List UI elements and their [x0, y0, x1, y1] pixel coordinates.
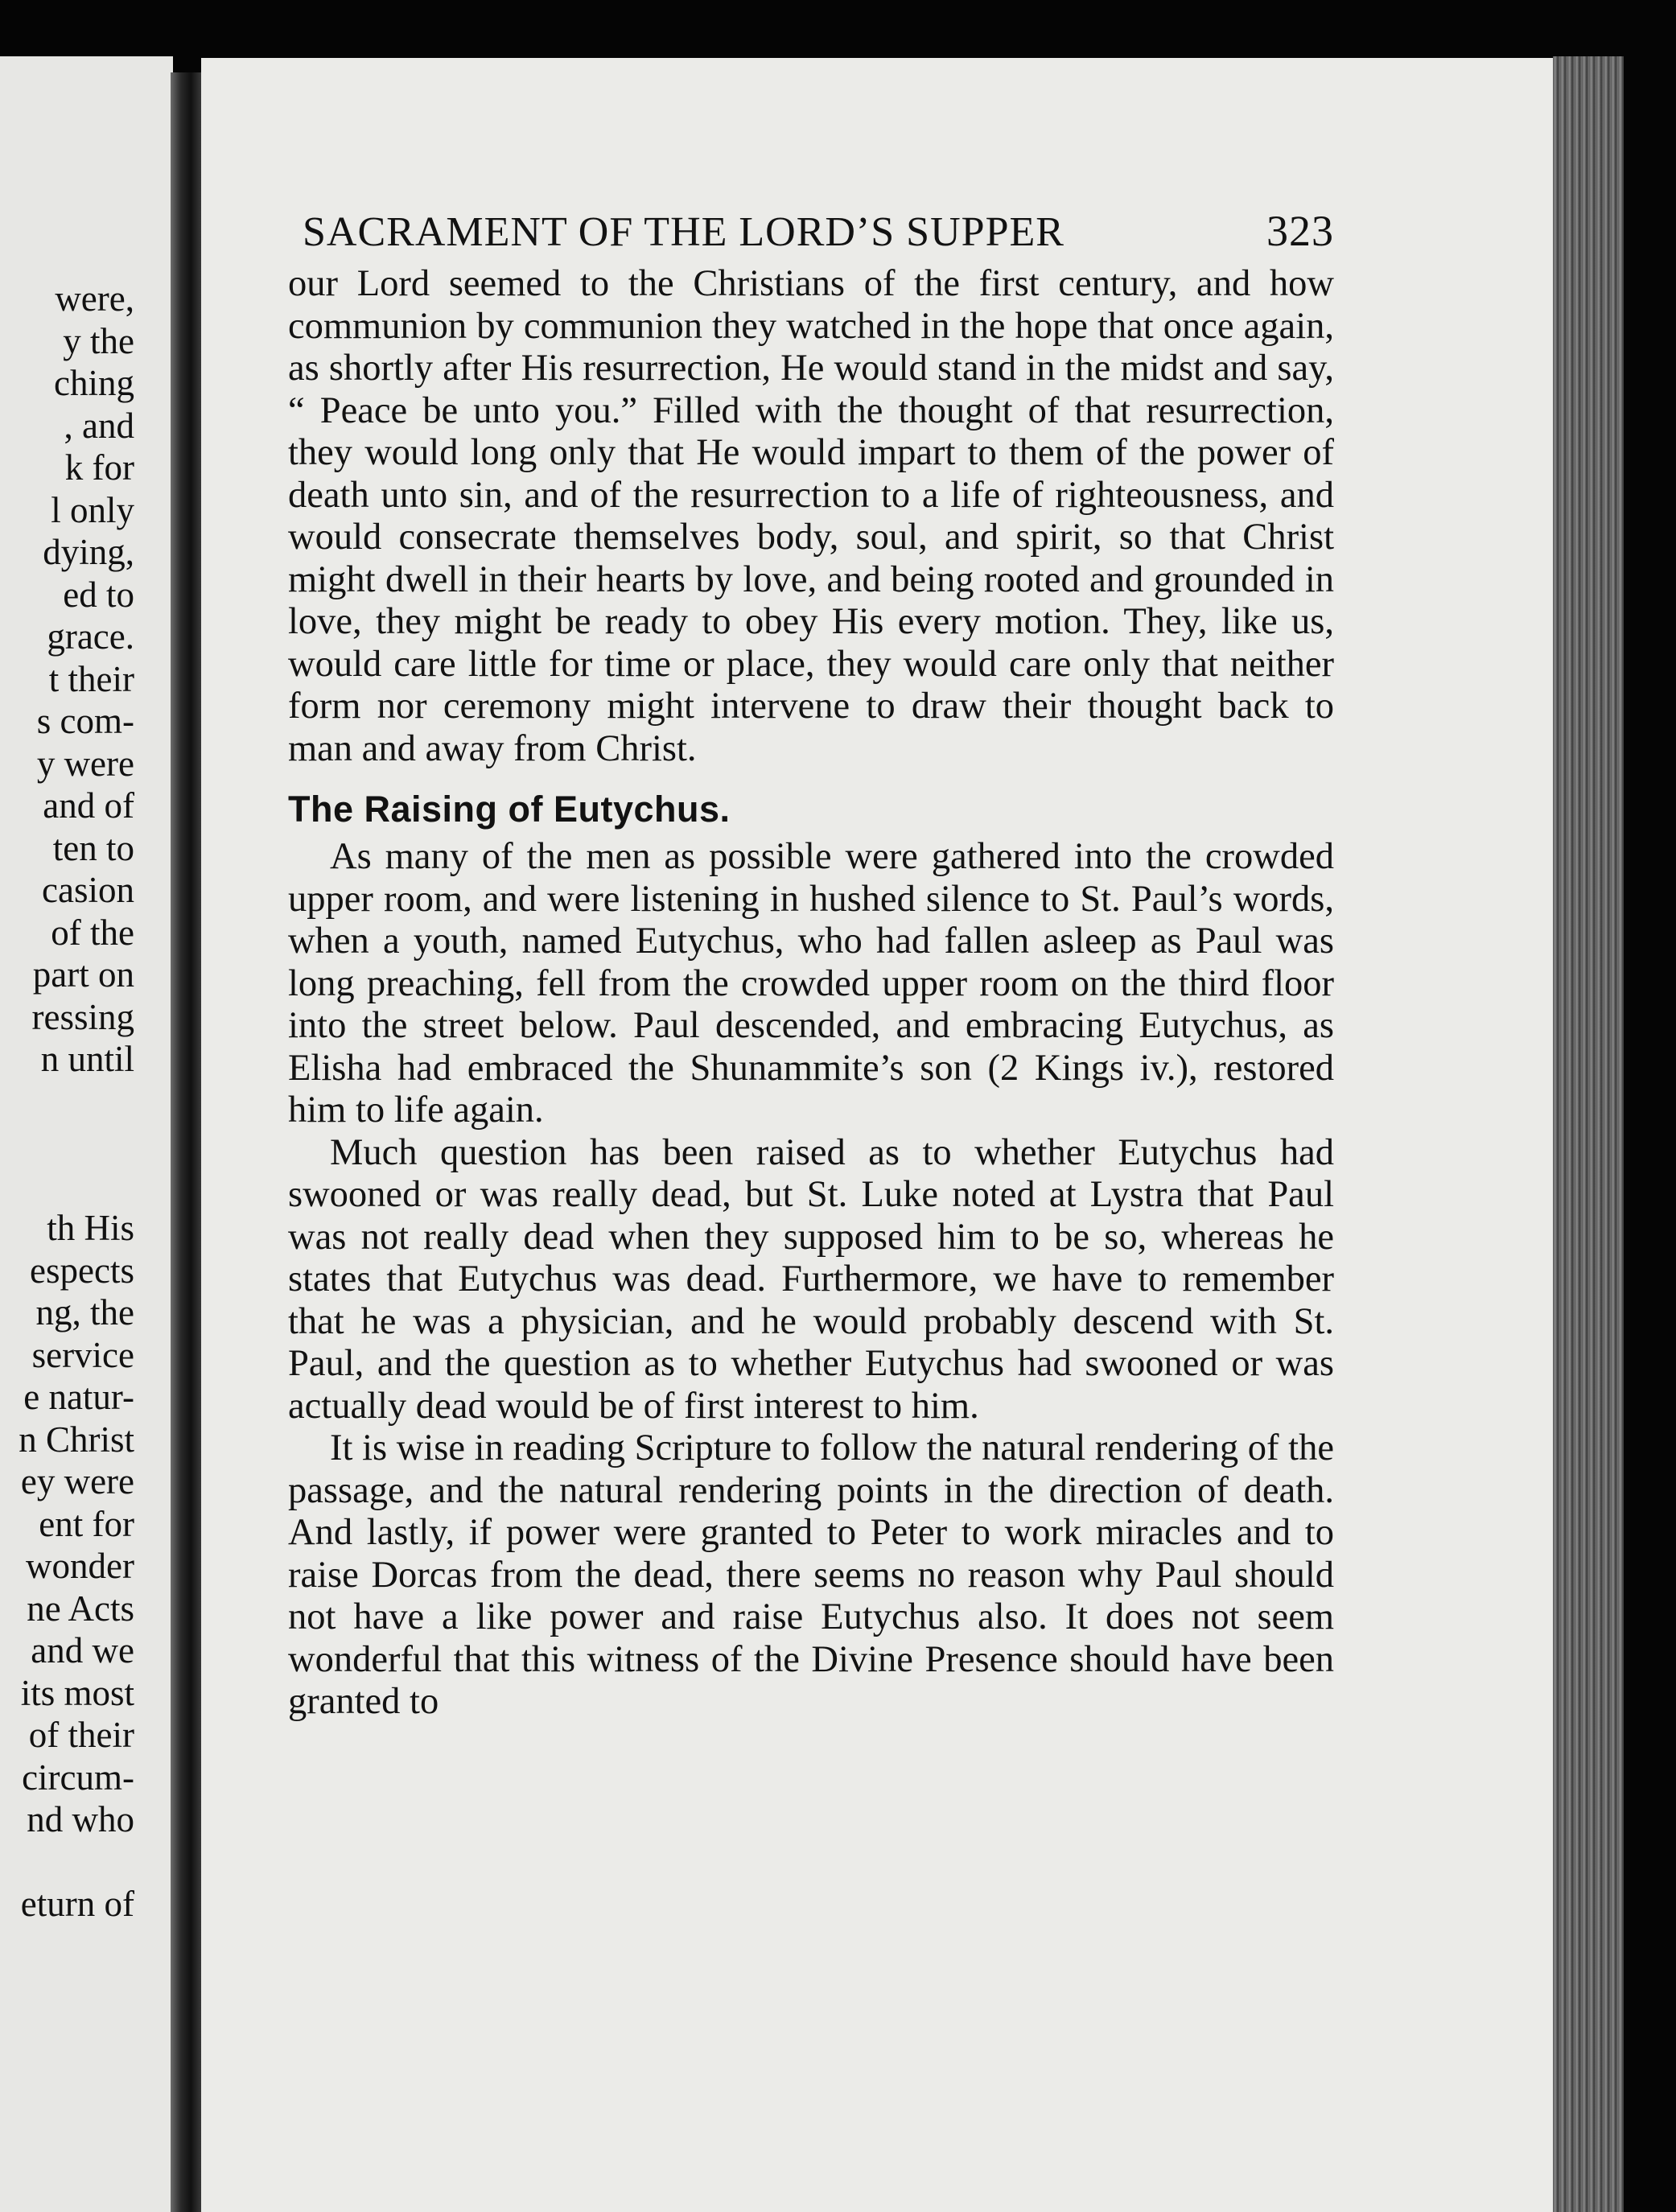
- left-page-line: grace.: [47, 616, 134, 657]
- left-page-line: l only: [51, 489, 134, 530]
- left-page-line: of the: [51, 912, 134, 953]
- left-page-line: k for: [64, 447, 134, 488]
- left-page-line: were,: [55, 278, 134, 319]
- left-page-line: e natur-: [23, 1377, 134, 1417]
- page-text: [288, 205, 1334, 1724]
- left-page-line: circum-: [22, 1757, 134, 1798]
- left-page-line: wonder: [26, 1546, 134, 1586]
- left-page-line: [19, 1841, 173, 1884]
- left-page-line: and of: [43, 785, 134, 826]
- left-page-line: nd who: [27, 1799, 134, 1839]
- left-page-line: ent for: [39, 1503, 134, 1544]
- left-page-line: s com-: [36, 701, 134, 741]
- left-page-line: ten to: [52, 827, 134, 868]
- left-page-line: , and: [64, 405, 134, 446]
- paragraph: It is wise in reading Scripture to follow the natural rendering of the passage, and the natural rendering points in the direction of death. And lastly, if power were granted to Peter to work miracles and to raise Dorcas from the dead, there seems no reason why Paul should not have a like power and raise Eutychus also. It does not seem wonderful that this witness of the Divine Presence should have been granted to: [288, 1427, 1334, 1722]
- running-title: SACRAMENT OF THE LORD’S SUPPER: [303, 209, 1064, 255]
- left-page-line: t their: [48, 658, 134, 699]
- left-page-line: its most: [20, 1672, 134, 1713]
- left-page-line: [19, 1081, 173, 1123]
- page-edges: [1553, 56, 1624, 2212]
- left-page-line: th His: [47, 1208, 134, 1248]
- paragraph: As many of the men as possible were gathered into the crowded upper room, and were listening in hushed silence to St. Paul’s words, when a youth, named Eutychus, who had fallen asleep as Paul was long preaching, fell from the crowded upper room on the third floor into the street below. Paul descended, and embracing Eutychus, as Elisha had embraced the Shunammite’s son (2 Kings iv.), restored him to life again.: [288, 836, 1334, 1131]
- left-page-line: n Christ: [19, 1419, 134, 1460]
- left-page-line: service: [31, 1334, 134, 1375]
- left-page-line: n until: [40, 1039, 134, 1079]
- left-page-line: [19, 1165, 173, 1208]
- left-page-line: ressing: [31, 996, 134, 1037]
- left-page-line: of their: [28, 1715, 134, 1755]
- section-heading: The Raising of Eutychus.: [288, 789, 731, 830]
- left-page-line: y the: [63, 320, 134, 361]
- left-page-line: ed to: [63, 574, 134, 615]
- running-head: [288, 205, 1334, 258]
- left-page-line: eturn of: [20, 1884, 134, 1924]
- paragraph-continued: our Lord seemed to the Christians of the first century, and how communion by communion they watched in the hope that once again, as shortly after His resurrection, He would stand in the midst and say, “ Peace be unto you.” Filled with the thought of that resurrection, they would long only that He would impart to them of the power of death unto sin, and of the resurrection to a life of righteousness, and would consecrate themselves body, soul, and spirit, so that Christ might dwell in their hearts by love, and being rooted and grounded in love, they might be ready to obey His every motion. They, like us, would care little for time or place, they would care only that neither form nor ceremony might intervene to draw their thought back to man and away from Christ.: [288, 263, 1334, 769]
- page-number: 323: [1266, 207, 1334, 255]
- left-page-line: ng, the: [35, 1292, 134, 1333]
- left-page: [0, 56, 173, 2212]
- left-page-line: espects: [30, 1250, 134, 1291]
- left-page-line: ey were: [20, 1461, 134, 1501]
- left-page-line: dying,: [43, 532, 134, 572]
- left-page-line: ne Acts: [27, 1588, 134, 1629]
- left-page-line: y were: [36, 743, 134, 784]
- left-page-text: [19, 278, 173, 1926]
- left-page-line: casion: [42, 870, 134, 910]
- left-page-line: part on: [32, 954, 134, 995]
- left-page-line: and we: [31, 1630, 134, 1670]
- left-page-line: ching: [54, 363, 134, 403]
- left-page-line: [19, 1122, 173, 1165]
- book-gutter: [171, 72, 204, 2212]
- paragraph: Much question has been raised as to whether Eutychus had swooned or was really dead, but St. Luke noted at Lystra that Paul was not really dead when they supposed him to be so, whereas he states that Eutychus was dead. Furthermore, we have to remember that he was a physician, and he would probably descend with St. Paul, and the question as to whether Eutychus had swooned or was actually dead would be of first interest to him.: [288, 1131, 1334, 1427]
